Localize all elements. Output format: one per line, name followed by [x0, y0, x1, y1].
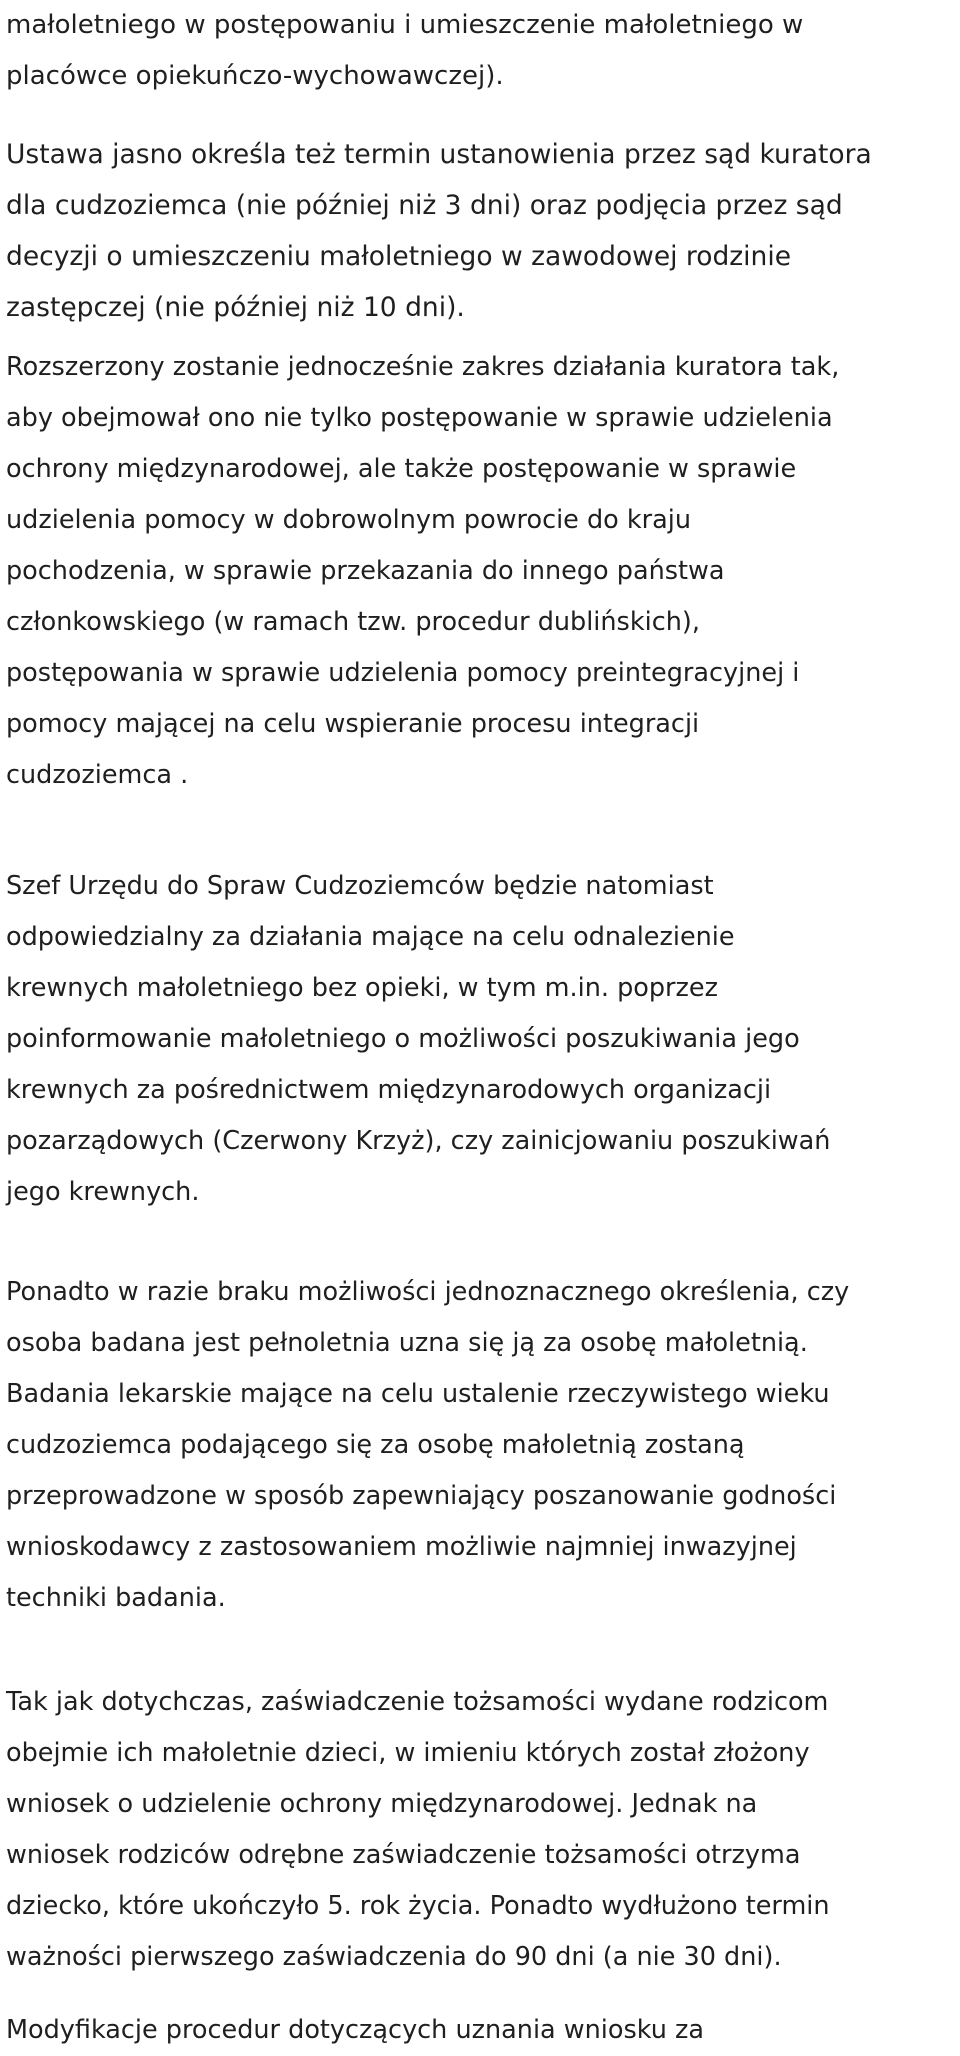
- text-line: pomocy mającej na celu wspieranie procesu integracji: [6, 709, 700, 739]
- paragraph-office-head: [6, 861, 956, 1218]
- text-line: członkowskiego (w ramach tzw. procedur dublińskich),: [6, 607, 700, 637]
- text-line: wniosek rodziców odrębne zaświadczenie tożsamości otrzyma: [6, 1840, 801, 1870]
- text-line: cudzoziemca .: [6, 760, 189, 790]
- text-line: pozarządowych (Czerwony Krzyż), czy zainicjowaniu poszukiwań: [6, 1126, 831, 1156]
- text-line: dla cudzoziemca (nie później niż 3 dni) oraz podjęcia przez sąd: [6, 190, 843, 221]
- text-line: Ponadto w razie braku możliwości jednoznacznego określenia, czy: [6, 1277, 850, 1307]
- text-line: zastępczej (nie później niż 10 dni).: [6, 292, 465, 323]
- text-line: decyzji o umieszczeniu małoletniego w zawodowej rodzinie: [6, 241, 792, 272]
- text-line: dziecko, które ukończyło 5. rok życia. Ponadto wydłużono termin: [6, 1891, 830, 1921]
- text-line: wnioskodawcy z zastosowaniem możliwie najmniej inwazyjnej: [6, 1532, 797, 1562]
- text-line: małoletniego w postępowaniu i umieszczenie małoletniego w: [6, 10, 804, 40]
- text-line: aby obejmował ono nie tylko postępowanie w sprawie udzielenia: [6, 403, 833, 433]
- text-line: placówce opiekuńczo-wychowawczej).: [6, 61, 504, 91]
- text-line: Tak jak dotychczas, zaświadczenie tożsamości wydane rodzicom: [6, 1687, 829, 1717]
- paragraph-procedure-modifications: [6, 2005, 956, 2056]
- text-line: postępowania w sprawie udzielenia pomocy preintegracyjnej i: [6, 658, 800, 688]
- paragraph-age-assessment: [6, 1267, 956, 1624]
- text-line: Rozszerzony zostanie jednocześnie zakres działania kuratora tak,: [6, 352, 840, 382]
- text-line: Ustawa jasno określa też termin ustanowienia przez sąd kuratora: [6, 139, 872, 170]
- text-line: pochodzenia, w sprawie przekazania do innego państwa: [6, 556, 725, 586]
- paragraph-curator-deadlines: [6, 129, 956, 333]
- text-line: poinformowanie małoletniego o możliwości poszukiwania jego: [6, 1024, 800, 1054]
- text-line: osoba badana jest pełnoletnia uzna się ją za osobę małoletnią.: [6, 1328, 808, 1358]
- text-line: krewnych za pośrednictwem międzynarodowych organizacji: [6, 1075, 772, 1105]
- text-line: przeprowadzone w sposób zapewniający poszanowanie godności: [6, 1481, 837, 1511]
- text-line: krewnych małoletniego bez opieki, w tym m.in. poprzez: [6, 973, 718, 1003]
- text-line: obejmie ich małoletnie dzieci, w imieniu których został złożony: [6, 1738, 810, 1768]
- text-line: Badania lekarskie mające na celu ustalenie rzeczywistego wieku: [6, 1379, 830, 1409]
- text-line: Szef Urzędu do Spraw Cudzoziemców będzie natomiast: [6, 871, 714, 901]
- text-line: udzielenia pomocy w dobrowolnym powrocie do kraju: [6, 505, 691, 535]
- paragraph-identity-certificate: [6, 1677, 956, 1983]
- paragraph-curator-scope: [6, 342, 956, 801]
- text-line: jego krewnych.: [6, 1177, 200, 1207]
- text-line: cudzoziemca podającego się za osobę małoletnią zostaną: [6, 1430, 745, 1460]
- text-line: ochrony międzynarodowej, ale także postępowanie w sprawie: [6, 454, 797, 484]
- text-line: Modyfikacje procedur dotyczących uznania wniosku za: [6, 2015, 705, 2045]
- text-line: ważności pierwszego zaświadczenia do 90 dni (a nie 30 dni).: [6, 1942, 782, 1972]
- paragraph-placement-continuation: [6, 0, 956, 102]
- text-line: wniosek o udzielenie ochrony międzynarodowej. Jednak na: [6, 1789, 758, 1819]
- text-line: odpowiedzialny za działania mające na celu odnalezienie: [6, 922, 735, 952]
- text-line: techniki badania.: [6, 1583, 226, 1613]
